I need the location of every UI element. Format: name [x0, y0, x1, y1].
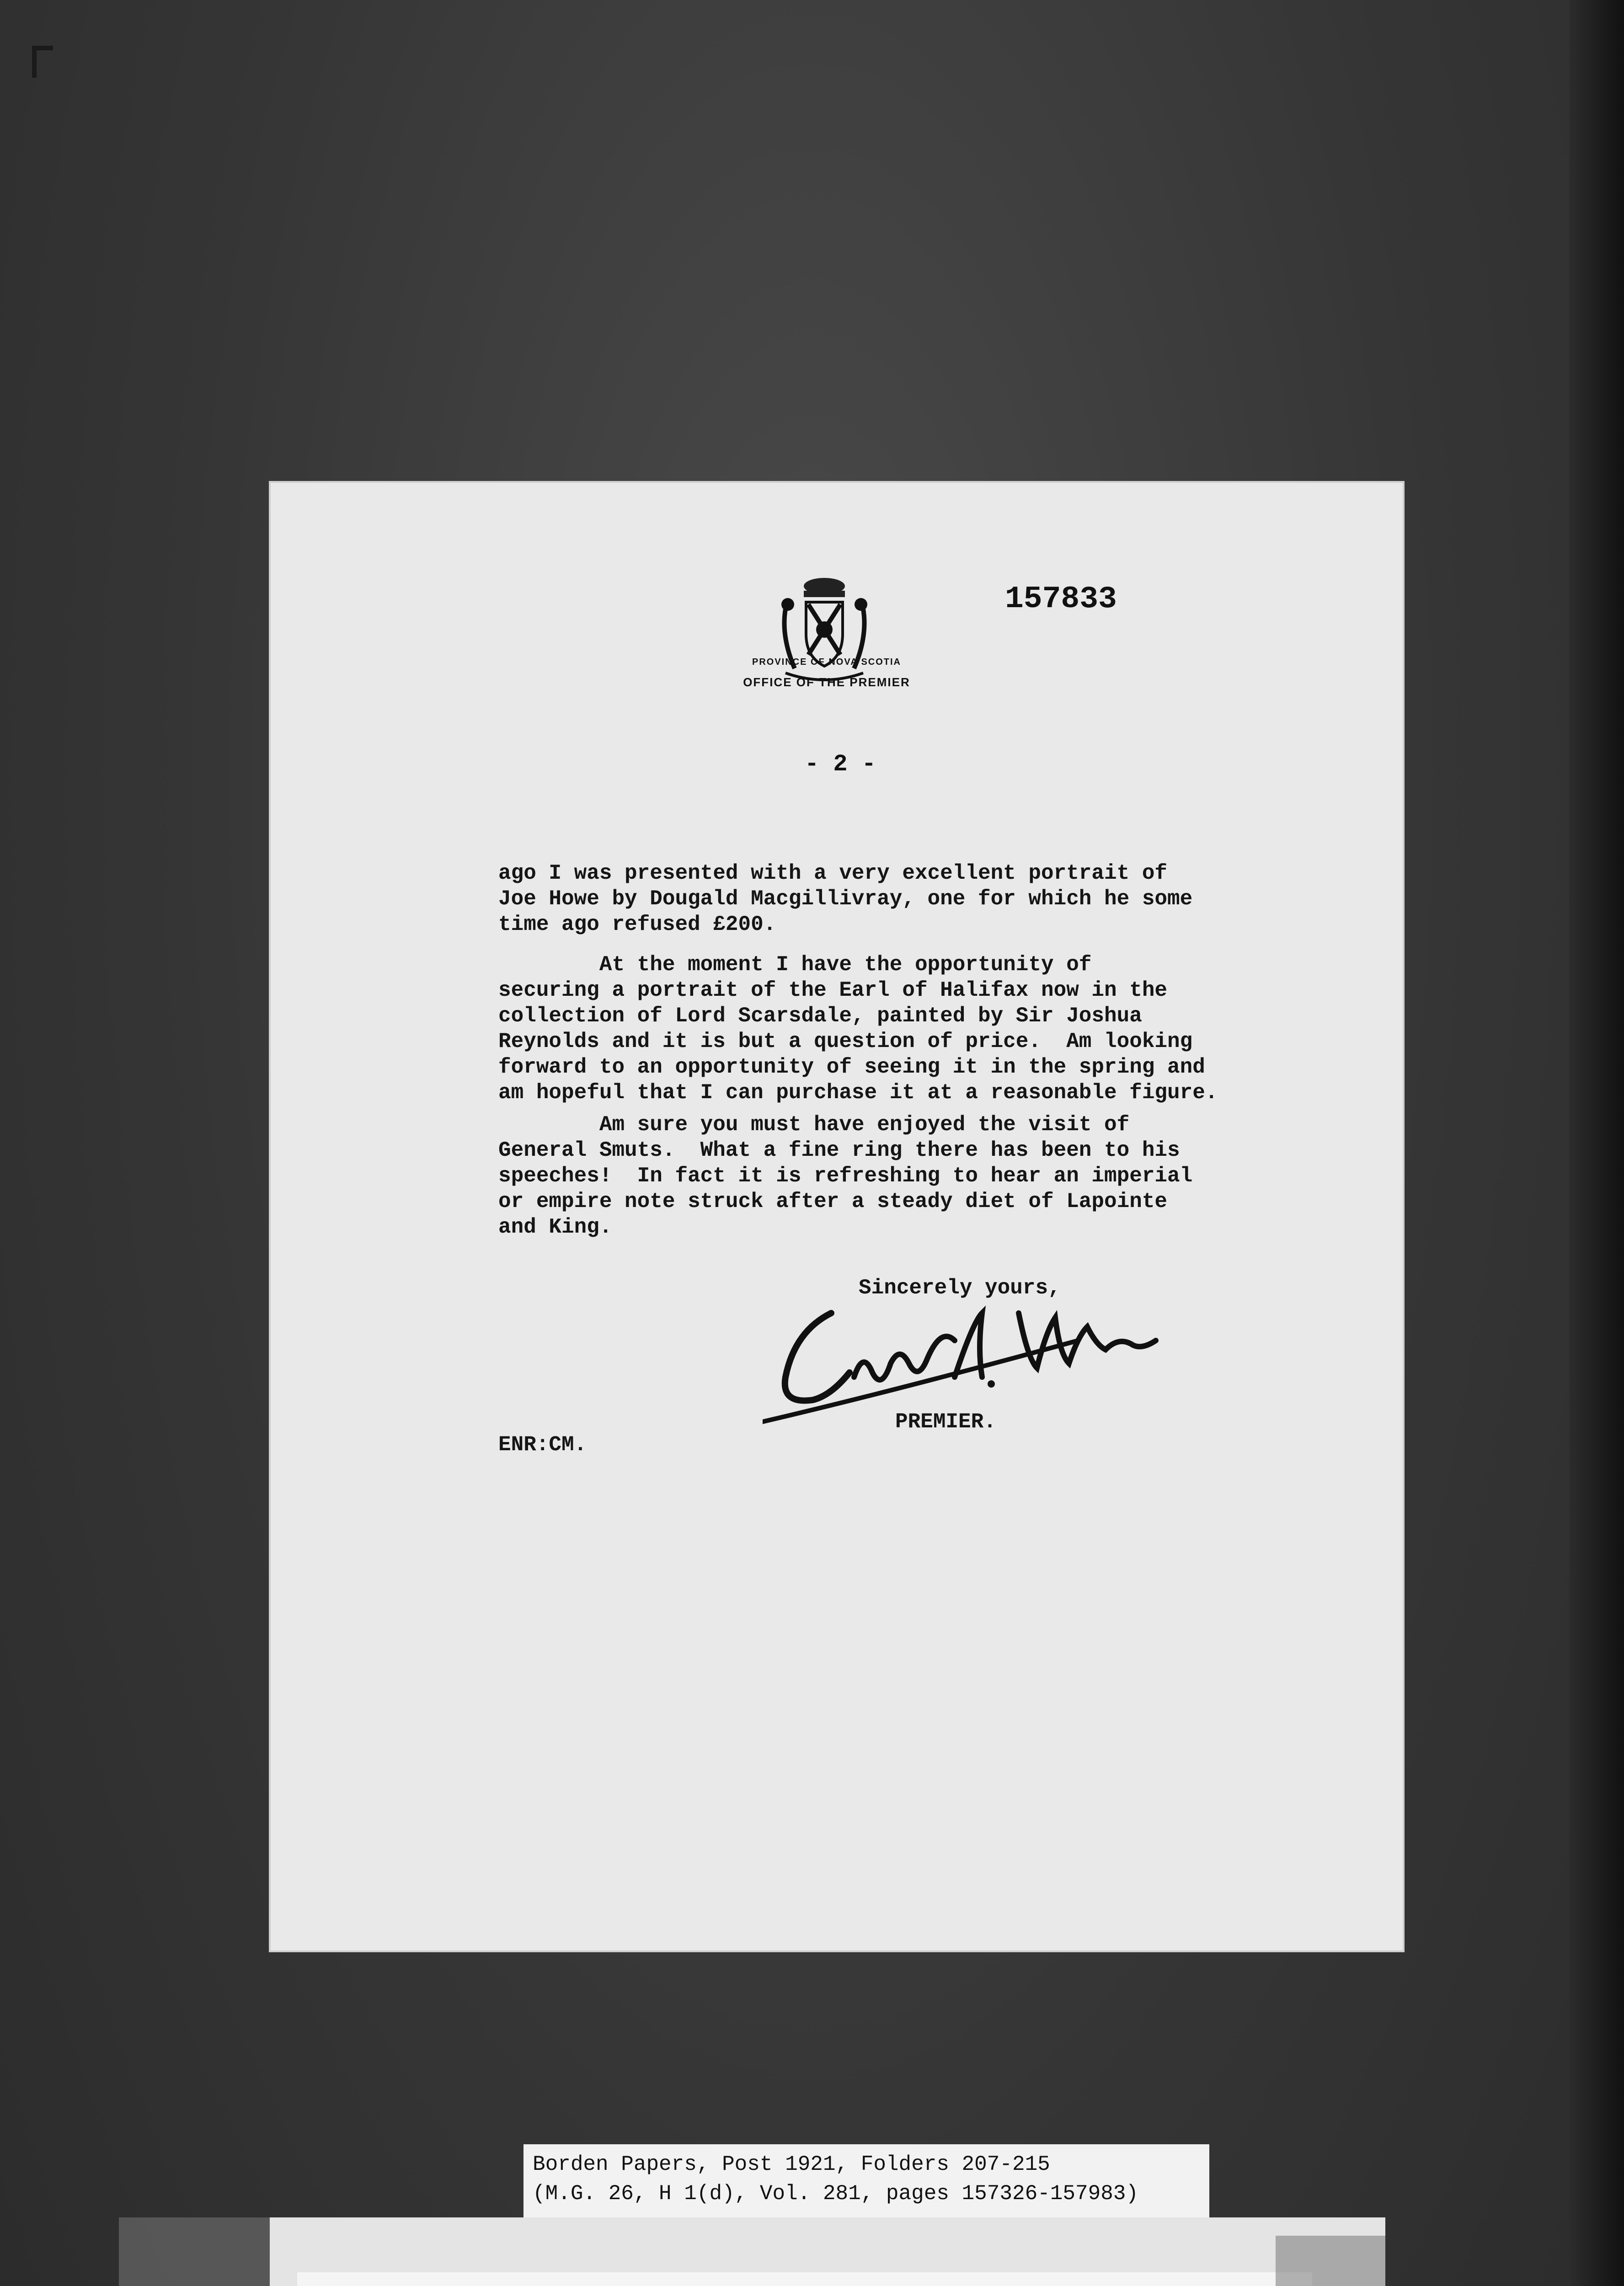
- letter-page: [269, 481, 1405, 1952]
- archive-card-inner: [297, 2272, 1312, 2286]
- signature-title: PREMIER.: [895, 1410, 996, 1434]
- nova-scotia-crest-icon: [767, 568, 881, 719]
- letterhead-province: PROVINCE OF NOVA SCOTIA: [752, 657, 902, 667]
- tape-strip: [1276, 2236, 1385, 2286]
- closing: Sincerely yours,: [859, 1276, 1061, 1300]
- paragraph-1: ago I was presented with a very excellent portrait of Joe Howe by Dougald Macgillivray, one for which he some time ago refused £200.: [498, 861, 1193, 936]
- archive-card: [270, 2217, 1385, 2286]
- film-corner-mark: [32, 46, 53, 78]
- document-number: 157833: [1005, 582, 1117, 617]
- reference-line-2: (M.G. 26, H 1(d), Vol. 281, pages 157326-157983): [533, 2182, 1139, 2206]
- page-marker: - 2 -: [804, 751, 876, 778]
- paragraph-3: Am sure you must have enjoyed the visit of General Smuts. What a fine ring there has been to his speeches! In fact it is refreshing to hear an imperial or empire note struck after a steady diet of Lapointe and King.: [498, 1113, 1193, 1239]
- letterhead-office: OFFICE OF THE PREMIER: [743, 675, 910, 689]
- reference-line-1: Borden Papers, Post 1921, Folders 207-215: [533, 2152, 1050, 2176]
- typist-initials: ENR:CM.: [498, 1433, 587, 1457]
- tape-strip: [119, 2217, 270, 2286]
- film-edge: [1569, 0, 1624, 2286]
- paragraph-2: At the moment I have the opportunity of securing a portrait of the Earl of Halifax now in the collection of Lord Scarsdale, painted by Sir Joshua Reynolds and it is but a question of price. Am looking forward to an opportunity of seeing it in the spring and am hopeful that I can purchase it at a reasonable figure.: [498, 953, 1218, 1105]
- reference-slip: [524, 2144, 1209, 2217]
